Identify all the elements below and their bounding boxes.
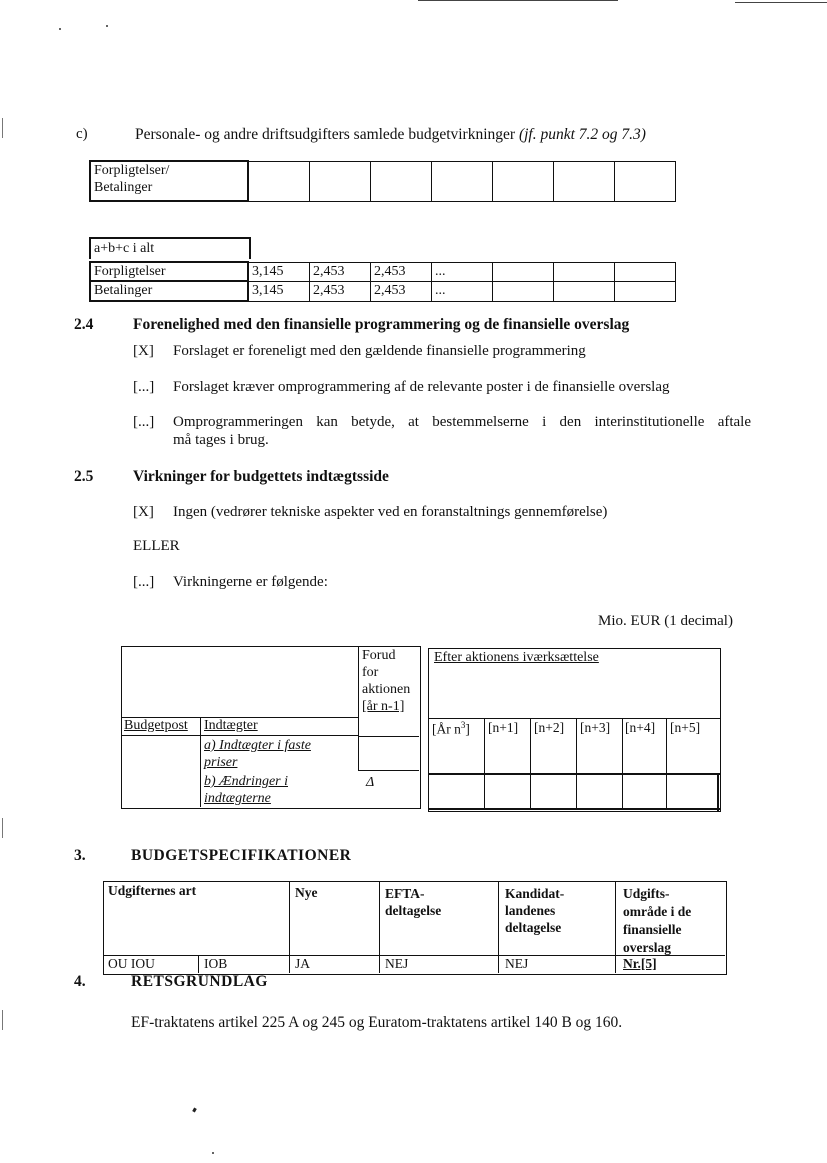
year-bracket: ] xyxy=(465,721,470,737)
section-c-ref: (jf. punkt 7.2 og 7.3) xyxy=(518,126,646,143)
table-cell xyxy=(371,161,432,201)
year-column-divider xyxy=(622,718,623,810)
total-row-value: 2,453 xyxy=(310,262,371,281)
revenue-a-label xyxy=(204,737,311,771)
spec-column-divider xyxy=(379,881,380,973)
section-3-number: 3. xyxy=(74,847,86,864)
spec-value: IOB xyxy=(204,956,228,971)
revenue-a-line: a) Indtægter i faste xyxy=(204,738,311,753)
spec-header-line: overslag xyxy=(623,940,671,955)
spec-header-line: Kandidat- xyxy=(505,886,565,901)
delta-symbol: Δ xyxy=(366,775,375,790)
revenue-table-divider xyxy=(358,736,419,737)
year-column-divider xyxy=(666,718,667,810)
section-2-4-number: 2.4 xyxy=(74,316,94,333)
table-cell xyxy=(248,161,310,201)
spec-value: OU IOU xyxy=(108,956,155,971)
revenue-table-divider xyxy=(717,773,719,811)
option-text: Forslaget er foreneligt med den gældende finansielle programmering xyxy=(173,343,586,359)
year-heading: [n+4] xyxy=(625,720,656,735)
spec-column-divider xyxy=(498,881,499,973)
spec-header-line: deltagelse xyxy=(385,903,442,918)
revenue-b-line: b) Ændringer i xyxy=(204,774,288,789)
revenue-table-divider xyxy=(428,718,720,719)
table-cell xyxy=(615,281,676,301)
option-mark: [...] xyxy=(133,414,155,430)
spec-header-heading xyxy=(623,885,691,957)
section-c-heading xyxy=(135,126,646,144)
option-mark: [...] xyxy=(133,574,155,590)
section-2-5-title: Virkninger for budgettets indtægtsside xyxy=(133,468,389,485)
option-text: Ingen (vedrører tekniske aspekter ved en foranstaltnings gennemførelse) xyxy=(173,504,608,520)
year-label: [År n xyxy=(432,721,461,737)
total-row-value: 3,145 xyxy=(248,281,310,301)
section-c-text: Personale- og andre driftsudgifters samlede budgetvirkninger xyxy=(135,126,516,143)
revenue-b-label xyxy=(204,773,288,807)
spec-header-candidates xyxy=(505,885,564,936)
scan-margin-mark xyxy=(2,118,3,138)
section-4-title: RETSGRUNDLAG xyxy=(131,973,268,990)
spec-header-line: Udgifts- xyxy=(623,886,670,901)
total-row-value: 2,453 xyxy=(371,262,432,281)
scan-margin-mark xyxy=(2,1010,3,1030)
total-row-label: Betalinger xyxy=(90,281,248,301)
commitments-label-cell xyxy=(90,161,248,201)
section-2-5-number: 2.5 xyxy=(74,468,94,485)
budget-item-heading: Budgetpost xyxy=(124,718,188,733)
year-heading: [n+3] xyxy=(580,720,611,735)
scan-speck xyxy=(59,28,61,30)
revenue-table-divider xyxy=(121,735,358,736)
table-row xyxy=(90,262,676,281)
total-row-value: 2,453 xyxy=(310,281,371,301)
table-cell xyxy=(615,161,676,201)
unit-label: Mio. EUR (1 decimal) xyxy=(598,613,733,629)
section-3-title: BUDGETSPECIFIKATIONER xyxy=(131,847,352,864)
prior-year-heading xyxy=(362,647,410,715)
total-row-value: ... xyxy=(432,262,493,281)
spec-header-line: finansielle xyxy=(623,922,682,937)
total-row-value: 3,145 xyxy=(248,262,310,281)
table-cell xyxy=(554,281,615,301)
table-cell xyxy=(310,161,371,201)
year-heading xyxy=(432,720,470,738)
revenue-b-line: indtægterne xyxy=(204,791,271,806)
revenue-table-divider xyxy=(358,646,359,771)
year-footnote: 3 xyxy=(460,720,466,730)
option-text: Virkningerne er følgende: xyxy=(173,574,328,590)
table-cell xyxy=(493,262,554,281)
spec-header-line: EFTA- xyxy=(385,886,425,901)
table-cell xyxy=(432,161,493,201)
option-text: Forslaget kræver omprogrammering af de relevante poster i de finansielle overslag xyxy=(173,379,670,395)
scan-speck xyxy=(106,25,108,27)
option-mark: [...] xyxy=(133,379,155,395)
spec-header-line: deltagelse xyxy=(505,920,562,935)
total-row-value: 2,453 xyxy=(371,281,432,301)
spec-header-line: landenes xyxy=(505,903,556,918)
commitments-label-2: Betalinger xyxy=(94,180,153,195)
spec-column-divider xyxy=(615,881,616,973)
spec-column-divider xyxy=(198,955,199,973)
spec-value: Nr.[5] xyxy=(623,956,657,971)
year-column-divider xyxy=(530,718,531,810)
prior-line: [år n-1] xyxy=(362,699,405,714)
table-cell xyxy=(554,262,615,281)
spec-header-efta xyxy=(385,885,441,919)
option-text: Omprogrammeringen kan betyde, at bestemmelserne i den interinstitutionelle aftale xyxy=(173,414,751,430)
section-2-4-title: Forenelighed med den finansielle programmering og de finansielle overslag xyxy=(133,316,630,333)
year-column-divider xyxy=(484,718,485,810)
total-row-label: Forpligtelser xyxy=(90,262,248,281)
revenue-table-divider xyxy=(358,770,419,771)
prior-line: Forud xyxy=(362,648,396,663)
spec-value: NEJ xyxy=(385,956,409,971)
revenue-table-divider xyxy=(200,717,201,807)
commitments-label-1: Forpligtelser/ xyxy=(94,163,170,178)
year-heading: [n+5] xyxy=(670,720,701,735)
option-mark: [X] xyxy=(133,343,154,359)
total-table-header: a+b+c i alt xyxy=(89,237,251,259)
year-heading: [n+2] xyxy=(534,720,565,735)
scan-top-line xyxy=(418,0,618,1)
table-cell xyxy=(554,161,615,201)
option-mark: [X] xyxy=(133,504,154,520)
total-row-value: ... xyxy=(432,281,493,301)
legal-basis-text: EF-traktatens artikel 225 A og 245 og Euratom-traktatens artikel 140 B og 160. xyxy=(131,1014,623,1031)
prior-line: aktionen xyxy=(362,682,411,697)
spec-header-type: Udgifternes art xyxy=(108,883,197,898)
scan-speck xyxy=(212,1152,214,1154)
revenue-a-line: priser xyxy=(204,755,238,770)
scan-speck xyxy=(192,1108,197,1113)
or-label: ELLER xyxy=(133,538,180,554)
option-text-continued: må tages i brug. xyxy=(173,432,269,448)
scan-top-line-right xyxy=(735,2,827,3)
table-cell xyxy=(493,161,554,201)
total-table xyxy=(89,261,676,302)
table-cell xyxy=(493,281,554,301)
prior-line: for xyxy=(362,665,379,680)
spec-value: NEJ xyxy=(505,956,529,971)
scan-margin-mark xyxy=(2,818,3,838)
spec-value: JA xyxy=(295,956,311,971)
section-4-number: 4. xyxy=(74,973,86,990)
revenue-table-divider xyxy=(428,808,720,810)
table-cell xyxy=(615,262,676,281)
year-column-divider xyxy=(576,718,577,810)
revenue-heading: Indtægter xyxy=(204,718,258,733)
commitments-table xyxy=(89,160,676,202)
section-c-letter: c) xyxy=(76,126,88,142)
table-row xyxy=(90,281,676,301)
revenue-table-divider xyxy=(428,773,720,775)
year-heading: [n+1] xyxy=(488,720,519,735)
spec-header-line: område i de xyxy=(623,904,692,919)
spec-column-divider xyxy=(289,881,290,973)
after-action-heading: Efter aktionens iværksættelse xyxy=(434,650,599,665)
spec-header-new: Nye xyxy=(295,885,318,900)
